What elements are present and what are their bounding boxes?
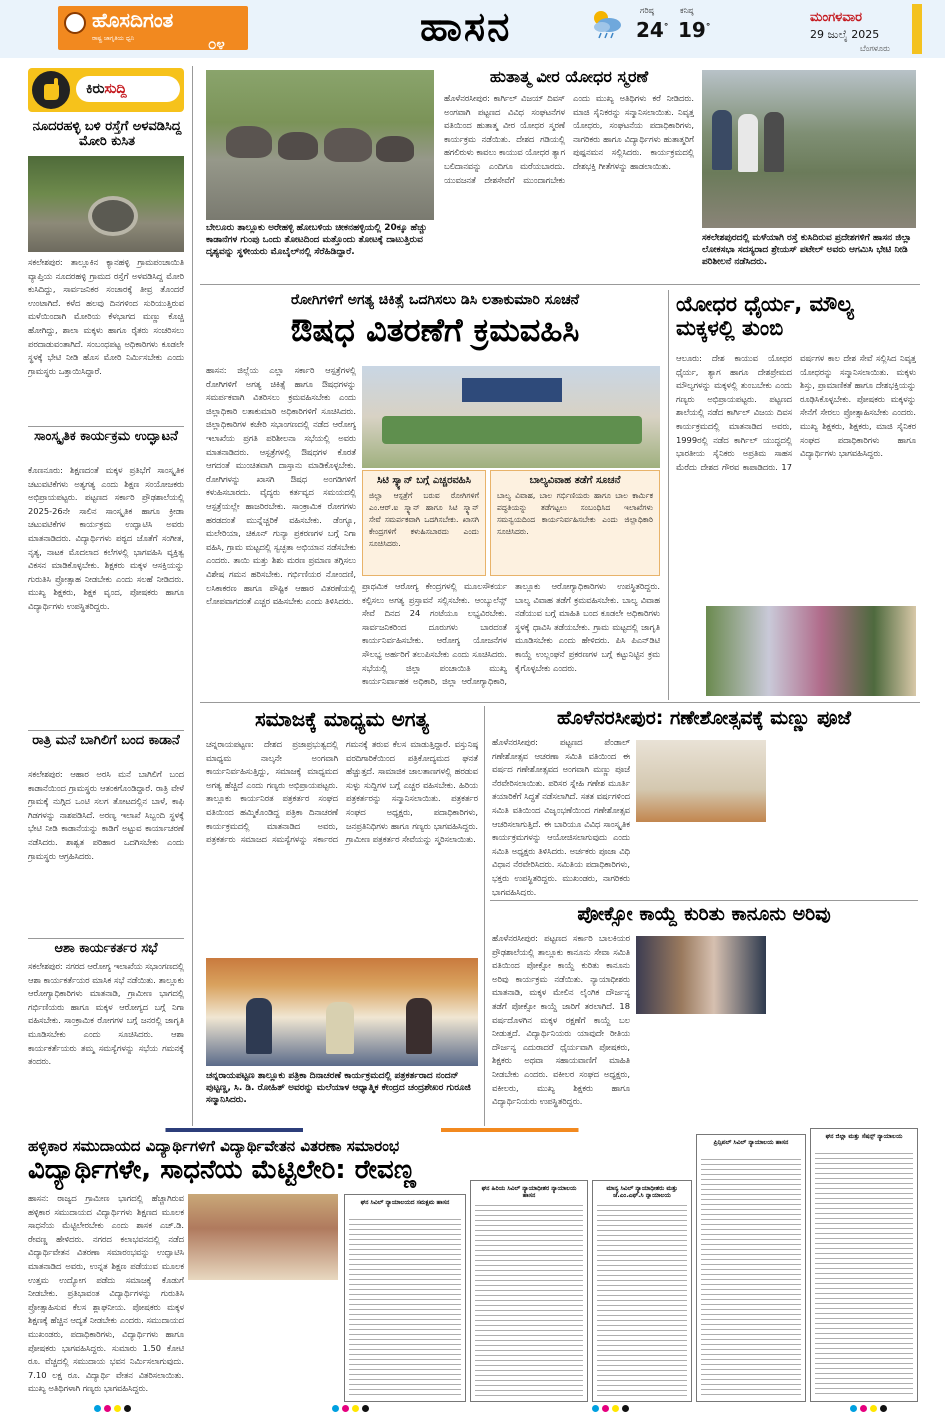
asha-body: ಸಕಲೇಶಪುರ: ನಗರದ ಆರೋಗ್ಯ ಇಲಾಖೆಯ ಸಭಾಂಗಣದಲ್ಲಿ ಆಶಾ ಕಾರ್ಯಕರ್ತೆಯರ ಮಾಸಿಕ ಸಭೆ ನಡೆಯಿತು. ತಾಲ್ಲೂಕು ಆರೋಗ್ಯಾಧಿಕಾರಿಗಳು ಮಾತನಾಡಿ, ಗ್ರಾಮೀಣ ಭಾಗದಲ್ಲಿ ಗರ್ಭಿಣಿಯರು ಹಾಗೂ ಮಕ್ಕಳ ಆರೋಗ್ಯದ ಬಗ್ಗೆ ನಿಗಾ ವಹಿಸಬೇಕು. ಸಾಂಕ್ರಾಮಿಕ ರೋಗಗಳ ಬಗ್ಗೆ ಜನರಲ್ಲಿ ಜಾಗೃತಿ ಮೂಡಿಸಬೇಕು ಎಂದು ಸೂಚಿಸಿದರು. ಆಶಾ ಕಾರ್ಯಕರ್ತೆಯರು ತಮ್ಮ ಸಮಸ್ಯೆಗಳನ್ನು ಸಭೆಯ ಗಮನಕ್ಕೆ ತಂದರು. xyxy=(28,961,184,1067)
registration-marks xyxy=(332,1405,369,1412)
pocso-body-right xyxy=(772,932,916,1124)
date-day: ಮಂಗಳವಾರ xyxy=(810,10,863,25)
divider xyxy=(200,284,920,285)
column-rule xyxy=(484,706,485,1126)
yodhara-body: ಆಲೂರು: ದೇಶ ಕಾಯುವ ಯೋಧರ ಧೈರ್ಯ, ತ್ಯಾಗ ಹಾಗೂ ದೇಶಪ್ರೇಮದ ಮೌಲ್ಯಗಳನ್ನು ಮಕ್ಕಳಲ್ಲಿ ತುಂಬಬೇಕು ಎಂದು ಗಣ್ಯರು ಅಭಿಪ್ರಾಯಪಟ್ಟರು. ಪಟ್ಟಣದ ಶಾಲೆಯಲ್ಲಿ ನಡೆದ ಕಾರ್ಗಿಲ್ ವಿಜಯ ದಿವಸ ಕಾರ್ಯಕ್ರಮದಲ್ಲಿ ಮಾತನಾಡಿದ ಅವರು, 1999ರಲ್ಲಿ ನಡೆದ ಕಾರ್ಗಿಲ್ ಯುದ್ಧದಲ್ಲಿ ಭಾರತೀಯ ಸೈನಿಕರು ಅಪ್ರತಿಮ ಸಾಹಸ ಮೆರೆದು ದೇಶದ ಗೌರವ ಕಾಪಾಡಿದರು. 17 ವರ್ಷಗಳ ಕಾಲ ದೇಶ ಸೇವೆ ಸಲ್ಲಿಸಿದ ನಿವೃತ್ತ ಯೋಧರನ್ನು ಸನ್ಮಾನಿಸಲಾಯಿತು. ಮಕ್ಕಳು ಶಿಸ್ತು, ಪ್ರಾಮಾಣಿಕತೆ ಹಾಗೂ ದೇಶಭಕ್ತಿಯನ್ನು ರೂಢಿಸಿಕೊಳ್ಳಬೇಕು. ಪೋಷಕರು ಮಕ್ಕಳನ್ನು ಸೇನೆಗೆ ಸೇರಲು ಪ್ರೋತ್ಸಾಹಿಸಬೇಕು ಎಂದರು. ಮುಖ್ಯ ಶಿಕ್ಷಕರು, ಶಿಕ್ಷಕರು, ಮಾಜಿ ಸೈನಿಕರ ಸಂಘದ ಪದಾಧಿಕಾರಿಗಳು ಹಾಗೂ ವಿದ್ಯಾರ್ಥಿಗಳು ಭಾಗವಹಿಸಿದ್ದರು. xyxy=(676,353,916,472)
elephant-caption: ಬೇಲೂರು ತಾಲ್ಲೂಕು ಅರೇಹಳ್ಳಿ ಹೋಬಳಿಯ ಚೀಕನಹಳ್ಳಿಯಲ್ಲಿ 20ಕ್ಕೂ ಹೆಚ್ಚು ಕಾಡಾನೆಗಳ ಗುಂಪು ಒಂದು ತೋಟದಿಂದ ಮತ್ತೊಂದು ತೋಟಕ್ಕೆ ದಾಟುತ್ತಿರುವ ದೃಶ್ಯವನ್ನು ಸ್ಥಳೀಯರು ಮೊಬೈಲ್‌ನಲ್ಲಿ ಸೆರೆಹಿಡಿದ್ದಾರೆ. xyxy=(206,223,428,257)
pocso-headline: ಪೋಕ್ಸೋ ಕಾಯ್ದೆ ಕುರಿತು ಕಾನೂನು ಅರಿವು xyxy=(577,903,831,925)
samskritika-headline: ಸಾಂಸ್ಕೃತಿಕ ಕಾರ್ಯಕ್ರಮ ಉದ್ಘಾಟನೆ xyxy=(34,429,178,444)
kalla-headline: ರಾತ್ರಿ ಮನೆ ಬಾಗಿಲಿಗೆ ಬಂದ ಕಾಡಾನೆ xyxy=(32,733,180,748)
balyavivaha-body: ಬಾಲ್ಯ ವಿವಾಹ, ಬಾಲ ಗರ್ಭಿಣಿಯರು ಹಾಗೂ ಬಾಲ ಕಾರ್ಮಿಕ ಪದ್ಧತಿಯನ್ನು ತಡೆಗಟ್ಟಲು ಸಂಬಂಧಿಸಿದ ಇಲಾಖೆಗಳು ಸಮನ್ವಯದಿಂದ ಕಾರ್ಯನಿರ್ವಹಿಸಬೇಕು ಎಂದು ಜಿಲ್ಲಾಧಿಕಾರಿ ಸೂಚಿಸಿದರು. xyxy=(497,491,653,536)
ctscan-body: ಜಿಲ್ಲಾ ಆಸ್ಪತ್ರೆಗೆ ಬರುವ ರೋಗಿಗಳಿಗೆ ಎಂ.ಆರ್.ಐ ಸ್ಕ್ಯಾನ್ ಹಾಗೂ ಸಿಟಿ ಸ್ಕ್ಯಾನ್ ಸೇವೆ ಸಮರ್ಪಕವಾಗಿ ಒದಗಿಸಬೇಕು. ಖಾಸಗಿ ಕೇಂದ್ರಗಳಿಗೆ ಕಳುಹಿಸಬಾರದು ಎಂದು ಸೂಚಿಸಿದರು. xyxy=(369,491,479,548)
temp-max-label: ಗರಿಷ್ಠ xyxy=(640,6,654,15)
legal-notice-5: ಘನ ಜಿಲ್ಲಾ ಮತ್ತು ಸೆಷನ್ಸ್ ನ್ಯಾಯಾಲಯ xyxy=(810,1128,918,1402)
scholarship-event-photo xyxy=(188,1194,338,1280)
asha-headline: ಆಶಾ ಕಾರ್ಯಕರ್ತರ ಸಭೆ xyxy=(54,941,158,956)
vidyarthi-kicker: ಹಳ್ಳಿಕಾರ ಸಮುದಾಯದ ವಿದ್ಯಾರ್ಥಿಗಳಿಗೆ ವಿದ್ಯಾರ್ಥಿವೇತನ ವಿತರಣಾ ಸಮಾರಂಭ xyxy=(28,1137,400,1155)
legal-notice-2: ಘನ ಹಿರಿಯ ಸಿವಿಲ್ ನ್ಯಾಯಾಧೀಶರ ನ್ಯಾಯಾಲಯ ಹಾಸನ xyxy=(470,1180,588,1402)
edition-city: ಬೆಂಗಳೂರು xyxy=(860,44,890,53)
balyavivaha-box xyxy=(490,470,660,576)
samaja-headline: ಸಮಾಜಕ್ಕೆ ಮಾಧ್ಯಮ ಅಗತ್ಯ xyxy=(255,707,429,731)
section-bar xyxy=(28,1128,716,1132)
kirusuddi-banner xyxy=(28,68,184,112)
divider xyxy=(200,702,920,703)
aushadha-body-left: ಹಾಸನ: ಜಿಲ್ಲೆಯ ಎಲ್ಲಾ ಸರ್ಕಾರಿ ಆಸ್ಪತ್ರೆಗಳಲ್ಲಿ ರೋಗಿಗಳಿಗೆ ಅಗತ್ಯ ಚಿಕಿತ್ಸೆ ಹಾಗೂ ಔಷಧಗಳನ್ನು ಸಮರ್ಪಕವಾಗಿ ವಿತರಿಸಲು ಕ್ರಮವಹಿಸಬೇಕು ಎಂದು ಜಿಲ್ಲಾಧಿಕಾರಿ ಲತಾಕುಮಾರಿ ಅಧಿಕಾರಿಗಳಿಗೆ ಸೂಚಿಸಿದರು. ಜಿಲ್ಲಾಧಿಕಾರಿಗಳ ಕಚೇರಿ ಸಭಾಂಗಣದಲ್ಲಿ ನಡೆದ ಆರೋಗ್ಯ ಇಲಾಖೆಯ ಪ್ರಗತಿ ಪರಿಶೀಲನಾ ಸಭೆಯಲ್ಲಿ ಅವರು ಮಾತನಾಡಿದರು. ಆಸ್ಪತ್ರೆಗಳಲ್ಲಿ ಔಷಧಗಳ ಕೊರತೆ ಆಗದಂತೆ ಮುಂಚಿತವಾಗಿ ದಾಸ್ತಾನು ಮಾಡಿಕೊಳ್ಳಬೇಕು. ರೋಗಿಗಳನ್ನು ಖಾಸಗಿ ಔಷಧ ಅಂಗಡಿಗಳಿಗೆ ಕಳುಹಿಸಬಾರದು. ವೈದ್ಯರು ಕರ್ತವ್ಯದ ಸಮಯದಲ್ಲಿ ಆಸ್ಪತ್ರೆಯಲ್ಲೇ ಹಾಜರಿರಬೇಕು. ಸಾಂಕ್ರಾಮಿಕ ರೋಗಗಳು ಹರಡದಂತೆ ಮುನ್ನೆಚ್ಚರಿಕೆ ವಹಿಸಬೇಕು. ಡೆಂಗ್ಯೂ, ಮಲೇರಿಯಾ, ಚಿಕೂನ್ ಗುನ್ಯಾ ಪ್ರಕರಣಗಳ ಬಗ್ಗೆ ನಿಗಾ ವಹಿಸಿ, ಗ್ರಾಮ ಮಟ್ಟದಲ್ಲಿ ಸ್ವಚ್ಛತಾ ಅಭಿಯಾನ ನಡೆಸಬೇಕು ಎಂದರು. ತಾಯಿ ಮತ್ತು ಶಿಶು ಮರಣ ಪ್ರಮಾಣ ತಗ್ಗಿಸಲು ವಿಶೇಷ ಗಮನ ಹರಿಸಬೇಕು. ಗರ್ಭಿಣಿಯರ ನೋಂದಣಿ, ಲಸಿಕಾಕರಣ ಹಾಗೂ ಪೌಷ್ಟಿಕ ಆಹಾರ ವಿತರಣೆಯಲ್ಲಿ ಲೋಪವಾಗದಂತೆ ಎಚ್ಚರ ವಹಿಸಬೇಕು ಎಂದು ತಿಳಿಸಿದರು. xyxy=(206,365,356,607)
divider xyxy=(490,900,918,901)
column-rule xyxy=(192,66,193,1126)
registration-marks xyxy=(94,1405,131,1412)
registration-marks xyxy=(592,1405,629,1412)
legal-notice-4: ಪ್ರಿನ್ಸಿಪಲ್ ಸಿವಿಲ್ ನ್ಯಾಯಾಲಯ ಹಾಸನ xyxy=(696,1134,806,1402)
hand-icon xyxy=(32,71,70,109)
kalla-body: ಸಕಲೇಶಪುರ: ಆಹಾರ ಅರಸಿ ಮನೆ ಬಾಗಿಲಿಗೆ ಬಂದ ಕಾಡಾನೆಯಿಂದ ಗ್ರಾಮಸ್ಥರು ಆತಂಕಗೊಂಡಿದ್ದಾರೆ. ರಾತ್ರಿ ವೇಳೆ ಗ್ರಾಮಕ್ಕೆ ನುಗ್ಗಿದ ಒಂಟಿ ಸಲಗ ತೋಟದಲ್ಲಿನ ಬಾಳೆ, ಕಾಫಿ ಗಿಡಗಳನ್ನು ನಾಶಪಡಿಸಿದೆ. ಅರಣ್ಯ ಇಲಾಖೆ ಸಿಬ್ಬಂದಿ ಸ್ಥಳಕ್ಕೆ ಭೇಟಿ ನೀಡಿ ಕಾಡಾನೆಯನ್ನು ಕಾಡಿಗೆ ಅಟ್ಟುವ ಕಾರ್ಯಾಚರಣೆ ನಡೆಸಿದರು. ಶಾಶ್ವತ ಪರಿಹಾರ ಒದಗಿಸಬೇಕು ಎಂದು ಗ್ರಾಮಸ್ಥರು ಆಗ್ರಹಿಸಿದರು. xyxy=(28,769,184,861)
ganesha-puja-photo xyxy=(636,740,766,822)
ganesha-body-cont xyxy=(636,826,766,896)
aushadha-kicker: ರೋಗಿಗಳಿಗೆ ಅಗತ್ಯ ಚಿಕಿತ್ಸೆ ಒದಗಿಸಲು ಡಿಸಿ ಲತಾಕುಮಾರಿ ಸೂಚನೆ xyxy=(290,292,580,308)
pocso-body: ಹೊಳೆನರಸೀಪುರ: ಪಟ್ಟಣದ ಸರ್ಕಾರಿ ಬಾಲಕಿಯರ ಪ್ರೌಢಶಾಲೆಯಲ್ಲಿ ತಾಲ್ಲೂಕು ಕಾನೂನು ಸೇವಾ ಸಮಿತಿ ವತಿಯಿಂದ ಪೋಕ್ಸೋ ಕಾಯ್ದೆ ಕುರಿತು ಕಾನೂನು ಅರಿವು ಕಾರ್ಯಕ್ರಮ ನಡೆಯಿತು. ನ್ಯಾಯಾಧೀಶರು ಮಾತನಾಡಿ, ಮಕ್ಕಳ ಮೇಲಿನ ಲೈಂಗಿಕ ದೌರ್ಜನ್ಯ ತಡೆಗೆ ಪೋಕ್ಸೋ ಕಾಯ್ದೆ ಜಾರಿಗೆ ತರಲಾಗಿದೆ. 18 ವರ್ಷದೊಳಗಿನ ಮಕ್ಕಳ ರಕ್ಷಣೆಗೆ ಕಾಯ್ದೆ ಬಲ ನೀಡುತ್ತದೆ. ವಿದ್ಯಾರ್ಥಿನಿಯರು ಯಾವುದೇ ರೀತಿಯ ದೌರ್ಜನ್ಯ ಎದುರಾದರೆ ಧೈರ್ಯವಾಗಿ ಪೋಷಕರು, ಶಿಕ್ಷಕರು ಅಥವಾ ಸಹಾಯವಾಣಿಗೆ ಮಾಹಿತಿ ನೀಡಬೇಕು ಎಂದರು. ವಕೀಲರ ಸಂಘದ ಅಧ್ಯಕ್ಷರು, ವಕೀಲರು, ಮುಖ್ಯ ಶಿಕ್ಷಕರು ಹಾಗೂ ವಿದ್ಯಾರ್ಥಿನಿಯರು ಉಪಸ್ಥಿತರಿದ್ದರು. xyxy=(492,933,630,1107)
legal-notice-1: ಘನ ಸಿವಿಲ್ ನ್ಯಾಯಾಲಯದ ಸಮಕ್ಷಮ ಹಾಸನ xyxy=(344,1194,466,1402)
divider xyxy=(28,938,184,939)
road-inspection-photo xyxy=(702,70,916,228)
aushadha-body-right: ಪ್ರಾಥಮಿಕ ಆರೋಗ್ಯ ಕೇಂದ್ರಗಳಲ್ಲಿ ಮೂಲಸೌಕರ್ಯ ಕಲ್ಪಿಸಲು ಅಗತ್ಯ ಪ್ರಸ್ತಾವನೆ ಸಲ್ಲಿಸಬೇಕು. ಆಂಬ್ಯುಲೆನ್ಸ್ ಸೇವೆ ದಿನದ 24 ಗಂಟೆಯೂ ಲಭ್ಯವಿರಬೇಕು. ಸಾರ್ವಜನಿಕರಿಂದ ದೂರುಗಳು ಬಾರದಂತೆ ಕಾರ್ಯನಿರ್ವಹಿಸಬೇಕು. ಆರೋಗ್ಯ ಯೋಜನೆಗಳ ಸೌಲಭ್ಯ ಅರ್ಹರಿಗೆ ತಲುಪಿಸಬೇಕು ಎಂದು ಸೂಚಿಸಿದರು. ಸಭೆಯಲ್ಲಿ ಜಿಲ್ಲಾ ಪಂಚಾಯಿತಿ ಮುಖ್ಯ ಕಾರ್ಯನಿರ್ವಾಹಕ ಅಧಿಕಾರಿ, ಜಿಲ್ಲಾ ಆರೋಗ್ಯಾಧಿಕಾರಿ, ತಾಲ್ಲೂಕು ಆರೋಗ್ಯಾಧಿಕಾರಿಗಳು ಉಪಸ್ಥಿತರಿದ್ದರು. ಬಾಲ್ಯ ವಿವಾಹ ತಡೆಗೆ ಕ್ರಮವಹಿಸಬೇಕು. ಬಾಲ್ಯ ವಿವಾಹ ನಡೆಯುವ ಬಗ್ಗೆ ಮಾಹಿತಿ ಬಂದ ಕೂಡಲೇ ಅಧಿಕಾರಿಗಳು ಸ್ಥಳಕ್ಕೆ ಧಾವಿಸಿ ತಡೆಯಬೇಕು. ಗ್ರಾಮ ಮಟ್ಟದಲ್ಲಿ ಜಾಗೃತಿ ಮೂಡಿಸಬೇಕು ಎಂದು ಹೇಳಿದರು. ಪಿಸಿ ಪಿಎನ್‌ಡಿಟಿ ಕಾಯ್ದೆ ಉಲ್ಲಂಘನೆ ಪ್ರಕರಣಗಳ ಬಗ್ಗೆ ಕಟ್ಟುನಿಟ್ಟಿನ ಕ್ರಮ ಕೈಗೊಳ್ಳಬೇಕು ಎಂದರು. xyxy=(362,581,660,687)
temp-max: 24° xyxy=(636,18,669,42)
logo-text: ಹೊಸದಿಗಂತ xyxy=(92,8,174,32)
temp-min: 19° xyxy=(678,18,711,42)
vidyarthi-body: ಹಾಸನ: ರಾಜ್ಯದ ಗ್ರಾಮೀಣ ಭಾಗದಲ್ಲಿ ಹೆಚ್ಚಾಗಿರುವ ಹಳ್ಳಿಕಾರ ಸಮುದಾಯದ ವಿದ್ಯಾರ್ಥಿಗಳು ಶಿಕ್ಷಣದ ಮೂಲಕ ಸಾಧನೆಯ ಮೆಟ್ಟಿಲೇರಬೇಕು ಎಂದು ಶಾಸಕ ಎಚ್.ಡಿ. ರೇವಣ್ಣ ಹೇಳಿದರು. ನಗರದ ಕಲಾಭವನದಲ್ಲಿ ನಡೆದ ವಿದ್ಯಾರ್ಥಿವೇತನ ವಿತರಣಾ ಸಮಾರಂಭವನ್ನು ಉದ್ಘಾಟಿಸಿ ಮಾತನಾಡಿದ ಅವರು, ಉನ್ನತ ಶಿಕ್ಷಣ ಪಡೆಯುವ ಮೂಲಕ ಉತ್ತಮ ಉದ್ಯೋಗ ಪಡೆದು ಸಮಾಜಕ್ಕೆ ಕೊಡುಗೆ ನೀಡಬೇಕು. ಪ್ರತಿಭಾವಂತ ವಿದ್ಯಾರ್ಥಿಗಳನ್ನು ಗುರುತಿಸಿ ಪ್ರೋತ್ಸಾಹಿಸುವ ಕೆಲಸ ಶ್ಲಾಘನೀಯ. ಪೋಷಕರು ಮಕ್ಕಳ ಶಿಕ್ಷಣಕ್ಕೆ ಹೆಚ್ಚಿನ ಆದ್ಯತೆ ನೀಡಬೇಕು ಎಂದರು. ಸಮುದಾಯದ ಮುಖಂಡರು, ಪದಾಧಿಕಾರಿಗಳು, ವಿದ್ಯಾರ್ಥಿಗಳು ಹಾಗೂ ಪೋಷಕರು ಭಾಗವಹಿಸಿದ್ದರು. ಸುಮಾರು 1.50 ಕೋಟಿ ರೂ. ವೆಚ್ಚದಲ್ಲಿ ಸಮುದಾಯ ಭವನ ನಿರ್ಮಿಸಲಾಗುವುದು. 7.10 ಲಕ್ಷ ರೂ. ವಿದ್ಯಾರ್ಥಿ ವೇತನ ವಿತರಿಸಲಾಯಿತು. ಮುಖ್ಯ ಅತಿಥಿಗಳಾಗಿ ಗಣ್ಯರು ಭಾಗವಹಿಸಿದ್ದರು. xyxy=(28,1193,184,1394)
samskritika-body: ಕೊಣನೂರು: ಶಿಕ್ಷಣದಂತೆ ಮಕ್ಕಳ ಪ್ರತಿಭೆಗೆ ಸಾಂಸ್ಕೃತಿಕ ಚಟುವಟಿಕೆಗಳು ಅತ್ಯಗತ್ಯ ಎಂದು ಶಿಕ್ಷಣ ಸಂಯೋಜಕರು ಅಭಿಪ್ರಾಯಪಟ್ಟರು. ಪಟ್ಟಣದ ಸರ್ಕಾರಿ ಪ್ರೌಢಶಾಲೆಯಲ್ಲಿ 2025-26ನೇ ಸಾಲಿನ ಸಾಂಸ್ಕೃತಿಕ ಹಾಗೂ ಕ್ರೀಡಾ ಚಟುವಟಿಕೆಗಳ ಕಾರ್ಯಕ್ರಮ ಉದ್ಘಾಟಿಸಿ ಅವರು ಮಾತನಾಡಿದರು. ವಿದ್ಯಾರ್ಥಿಗಳು ಪಠ್ಯದ ಜೊತೆಗೆ ಸಂಗೀತ, ನೃತ್ಯ, ನಾಟಕ ಮೊದಲಾದ ಕಲೆಗಳಲ್ಲಿ ಭಾಗವಹಿಸಿ ವ್ಯಕ್ತಿತ್ವ ವಿಕಸನ ಮಾಡಿಕೊಳ್ಳಬೇಕು. ಶಿಕ್ಷಕರು ಮಕ್ಕಳ ಆಸಕ್ತಿಯನ್ನು ಗುರುತಿಸಿ ಪ್ರೋತ್ಸಾಹ ನೀಡಬೇಕು ಎಂದು ಸಲಹೆ ನೀಡಿದರು. ಮುಖ್ಯ ಶಿಕ್ಷಕರು, ಶಿಕ್ಷಕ ವೃಂದ, ಪೋಷಕರು ಹಾಗೂ ವಿದ್ಯಾರ್ಥಿಗಳು ಉಪಸ್ಥಿತರಿದ್ದರು. xyxy=(28,465,184,611)
press-day-photo xyxy=(206,958,478,1066)
newspaper-logo xyxy=(58,6,248,53)
collapsed-culvert-photo xyxy=(28,156,184,252)
press-day-caption: ಚನ್ನರಾಯಪಟ್ಟಣ ತಾಲ್ಲೂಕು ಪತ್ರಿಕಾ ದಿನಾಚರಣೆ ಕಾರ್ಯಕ್ರಮದಲ್ಲಿ ಪತ್ರಕರ್ತರಾದ ನಂದನ್ ಪುಟ್ಟಣ್ಣ, ಸಿ. ಡಿ. ರೋಹಿತ್ ಅವರನ್ನು ಮಲೆಯಾಳ ಆಧ್ಯಾತ್ಮಿಕ ಕೇಂದ್ರದ ಚಂದ್ರಶೇಖರ ಗುರೂಜಿ ಸನ್ಮಾನಿಸಿದರು. xyxy=(206,1071,471,1105)
hutatma-body: ಹೊಳೆನರಸೀಪುರ: ಕಾರ್ಗಿಲ್ ವಿಜಯ್ ದಿವಸ್ ಅಂಗವಾಗಿ ಪಟ್ಟಣದ ವಿವಿಧ ಸಂಘಟನೆಗಳ ವತಿಯಿಂದ ಹುತಾತ್ಮ ವೀರ ಯೋಧರ ಸ್ಮರಣೆ ಕಾರ್ಯಕ್ರಮ ನಡೆಯಿತು. ದೇಶದ ಗಡಿಯಲ್ಲಿ ಹಗಲಿರುಳು ಕಾವಲು ಕಾಯುವ ಯೋಧರ ತ್ಯಾಗ ಬಲಿದಾನವನ್ನು ಎಂದಿಗೂ ಮರೆಯಬಾರದು. ಯುವಜನತೆ ದೇಶಸೇವೆಗೆ ಮುಂದಾಗಬೇಕು ಎಂದು ಮುಖ್ಯ ಅತಿಥಿಗಳು ಕರೆ ನೀಡಿದರು. ಮಾಜಿ ಸೈನಿಕರನ್ನು ಸನ್ಮಾನಿಸಲಾಯಿತು. ನಿವೃತ್ತ ಯೋಧರು, ಸಂಘಟನೆಯ ಪದಾಧಿಕಾರಿಗಳು, ನಾಗರಿಕರು ಹಾಗೂ ವಿದ್ಯಾರ್ಥಿಗಳು ಹುತಾತ್ಮರಿಗೆ ಪುಷ್ಪನಮನ ಸಲ್ಲಿಸಿದರು. ಕಾರ್ಯಕ್ರಮದಲ್ಲಿ ದೇಶಭಕ್ತಿ ಗೀತೆಗಳನ್ನು ಹಾಡಲಾಯಿತು. xyxy=(444,93,694,185)
ganesha-headline: ಹೊಳೆನರಸೀಪುರ: ಗಣೇಶೋತ್ಸವಕ್ಕೆ ಮಣ್ಣು ಪೂಜೆ xyxy=(556,707,852,729)
morie-headline: ನೂದರಹಳ್ಳಿ ಬಳಿ ರಸ್ತೆಗೆ ಅಳವಡಿಸಿದ್ದ ಮೋರಿ ಕುಸಿತ xyxy=(32,119,182,149)
elephant-herd-photo xyxy=(206,70,434,220)
page-number: ೦೪ xyxy=(208,35,225,53)
aushadha-headline: ಔಷಧ ವಿತರಣೆಗೆ ಕ್ರಮವಹಿಸಿ xyxy=(290,311,580,349)
registration-marks xyxy=(850,1405,887,1412)
kirusuddi-label: ಕಿರುಸುದ್ದಿ xyxy=(76,76,180,102)
road-inspection-caption: ಸಕಲೇಶಪುರದಲ್ಲಿ ಮಳೆಯಾಗಿ ರಸ್ತೆ ಕುಸಿದಿರುವ ಪ್ರದೇಶಗಳಿಗೆ ಹಾಸನ ಜಿಲ್ಲಾ ಲೋಕಸಭಾ ಸದಸ್ಯರಾದ ಶ್ರೇಯಸ್ ಪಟೇಲ್ ಅವರು ಆಗಮಿಸಿ ಭೇಟಿ ನೀಡಿ ಪರಿಶೀಲನೆ ನಡೆಸಿದರು. xyxy=(702,233,912,267)
partly-cloudy-rain-icon xyxy=(588,8,624,40)
soldiers-felicitation-photo xyxy=(706,606,916,696)
balyavivaha-title: ಬಾಲ್ಯವಿವಾಹ ತಡೆಗೆ ಸೂಚನೆ xyxy=(529,475,621,486)
ctscan-box xyxy=(362,470,486,576)
masthead xyxy=(0,0,945,58)
column-rule xyxy=(668,290,669,700)
logo-tagline: ರಾಷ್ಟ್ರ ಜಾಗೃತಿಯ ಧ್ವನಿ xyxy=(92,35,135,42)
vidyarthi-headline: ವಿದ್ಯಾರ್ಥಿಗಳೇ, ಸಾಧನೆಯ ಮೆಟ್ಟಿಲೇರಿ: ರೇವಣ್ಣ xyxy=(28,1155,416,1185)
dc-meeting-photo xyxy=(362,366,660,468)
legal-notice-3: ಮಾನ್ಯ ಸಿವಿಲ್ ನ್ಯಾಯಾಧೀಶರು ಮತ್ತು ಜೆ.ಎಂ.ಎಫ್.ಸಿ ನ್ಯಾಯಾಲಯ xyxy=(592,1180,692,1402)
divider xyxy=(28,730,184,731)
city-title: ಹಾಸನ xyxy=(420,4,512,50)
color-strip xyxy=(912,4,922,54)
hutatma-headline: ಹುತಾತ್ಮ ವೀರ ಯೋಧರ ಸ್ಮರಣೆ xyxy=(489,67,649,86)
ganesha-body: ಹೊಳೆನರಸೀಪುರ: ಪಟ್ಟಣದ ಪೆಂಡಾಲ್ ಗಣೇಶೋತ್ಸವ ಆಚರಣಾ ಸಮಿತಿ ವತಿಯಿಂದ ಈ ವರ್ಷದ ಗಣೇಶೋತ್ಸವದ ಅಂಗವಾಗಿ ಮಣ್ಣು ಪೂಜೆ ನೆರವೇರಿಸಲಾಯಿತು. ಪರಿಸರ ಸ್ನೇಹಿ ಗಣೇಶ ಮೂರ್ತಿ ತಯಾರಿಕೆಗೆ ಸಿದ್ಧತೆ ನಡೆಸಲಾಗಿದೆ. ಸತತ ವರ್ಷಗಳಿಂದ ಸಮಿತಿ ವತಿಯಿಂದ ವಿಜೃಂಭಣೆಯಿಂದ ಗಣೇಶೋತ್ಸವ ಆಚರಿಸಲಾಗುತ್ತಿದೆ. ಈ ಬಾರಿಯೂ ವಿವಿಧ ಸಾಂಸ್ಕೃತಿಕ ಕಾರ್ಯಕ್ರಮಗಳನ್ನು ಆಯೋಜಿಸಲಾಗುವುದು ಎಂದು ಸಮಿತಿ ಅಧ್ಯಕ್ಷರು ತಿಳಿಸಿದರು. ಅರ್ಚಕರು ಪೂಜಾ ವಿಧಿ ವಿಧಾನ ನೆರವೇರಿಸಿದರು. ಸಮಿತಿಯ ಪದಾಧಿಕಾರಿಗಳು, ಭಕ್ತರು ಉಪಸ್ಥಿತರಿದ್ದರು. ಮುಖಂಡರು, ನಾಗರಿಕರು ಭಾಗವಹಿಸಿದ್ದರು. xyxy=(492,737,630,896)
samaja-body: ಚನ್ನರಾಯಪಟ್ಟಣ: ದೇಶದ ಪ್ರಜಾಪ್ರಭುತ್ವದಲ್ಲಿ ಮಾಧ್ಯಮ ನಾಲ್ಕನೇ ಅಂಗವಾಗಿ ಕಾರ್ಯನಿರ್ವಹಿಸುತ್ತಿದ್ದು, ಸಮಾಜಕ್ಕೆ ಮಾಧ್ಯಮದ ಅಗತ್ಯ ಹೆಚ್ಚಿದೆ ಎಂದು ಗಣ್ಯರು ಅಭಿಪ್ರಾಯಪಟ್ಟರು. ತಾಲ್ಲೂಕು ಕಾರ್ಯನಿರತ ಪತ್ರಕರ್ತರ ಸಂಘದ ವತಿಯಿಂದ ಹಮ್ಮಿಕೊಂಡಿದ್ದ ಪತ್ರಿಕಾ ದಿನಾಚರಣೆ ಕಾರ್ಯಕ್ರಮದಲ್ಲಿ ಮಾತನಾಡಿದ ಅವರು, ಪತ್ರಕರ್ತರು ಸಮಾಜದ ಸಮಸ್ಯೆಗಳನ್ನು ಸರ್ಕಾರದ ಗಮನಕ್ಕೆ ತರುವ ಕೆಲಸ ಮಾಡುತ್ತಿದ್ದಾರೆ. ವಸ್ತುನಿಷ್ಠ ವರದಿಗಾರಿಕೆಯಿಂದ ಪತ್ರಿಕೋದ್ಯಮದ ಘನತೆ ಹೆಚ್ಚುತ್ತದೆ. ಸಾಮಾಜಿಕ ಜಾಲತಾಣಗಳಲ್ಲಿ ಹರಡುವ ಸುಳ್ಳು ಸುದ್ದಿಗಳ ಬಗ್ಗೆ ಎಚ್ಚರ ವಹಿಸಬೇಕು. ಹಿರಿಯ ಪತ್ರಕರ್ತರನ್ನು ಸನ್ಮಾನಿಸಲಾಯಿತು. ಪತ್ರಕರ್ತರ ಸಂಘದ ಅಧ್ಯಕ್ಷರು, ಪದಾಧಿಕಾರಿಗಳು, ಜನಪ್ರತಿನಿಧಿಗಳು ಹಾಗೂ ಗಣ್ಯರು ಭಾಗವಹಿಸಿದ್ದರು. ಗ್ರಾಮೀಣ ಪತ್ರಕರ್ತರ ಸೇವೆಯನ್ನು ಸ್ಮರಿಸಲಾಯಿತು. xyxy=(206,739,478,845)
sun-emblem-icon xyxy=(64,12,86,34)
vidyarthi-body-cont xyxy=(188,1284,338,1402)
ganesha-body-right xyxy=(772,736,916,896)
morie-body: ಸಕಲೇಶಪುರ: ತಾಲ್ಲೂಕಿನ ಕ್ಯಾನಹಳ್ಳಿ ಗ್ರಾಮಪಂಚಾಯಿತಿ ವ್ಯಾಪ್ತಿಯ ನೂದರಹಳ್ಳಿ ಗ್ರಾಮದ ರಸ್ತೆಗೆ ಅಳವಡಿಸಿದ್ದ ಮೋರಿ ಕುಸಿದಿದ್ದು, ಸಾರ್ವಜನಿಕರ ಸಂಚಾರಕ್ಕೆ ತೀವ್ರ ತೊಂದರೆ ಉಂಟಾಗಿದೆ. ಕಳೆದ ಹಲವು ದಿನಗಳಿಂದ ಸುರಿಯುತ್ತಿರುವ ಮಳೆಯಿಂದಾಗಿ ಮೋರಿಯ ಕೆಳಭಾಗದ ಮಣ್ಣು ಕೊಚ್ಚಿ ಹೋಗಿದ್ದು, ಶಾಲಾ ಮಕ್ಕಳು ಹಾಗೂ ರೈತರು ಸಂಚರಿಸಲು ಪರದಾಡುವಂತಾಗಿದೆ. ಸಂಬಂಧಪಟ್ಟ ಅಧಿಕಾರಿಗಳು ಕೂಡಲೇ ಸ್ಥಳಕ್ಕೆ ಭೇಟಿ ನೀಡಿ ಹೊಸ ಮೋರಿ ನಿರ್ಮಿಸಬೇಕು ಎಂದು ಗ್ರಾಮಸ್ಥರು ಒತ್ತಾಯಿಸಿದ್ದಾರೆ. xyxy=(28,257,184,376)
date-text: 29 ಜುಲೈ 2025 xyxy=(810,28,880,41)
divider xyxy=(28,426,184,427)
pocso-event-photo xyxy=(636,936,766,1014)
temp-min-label: ಕನಿಷ್ಠ xyxy=(680,6,694,15)
yodhara-headline: ಯೋಧರ ಧೈರ್ಯ, ಮೌಲ್ಯ ಮಕ್ಕಳಲ್ಲಿ ತುಂಬಿ xyxy=(676,292,854,341)
ctscan-title: ಸಿಟಿ ಸ್ಕ್ಯಾನ್ ಬಗ್ಗೆ ಎಚ್ಚರವಹಿಸಿ xyxy=(377,475,471,486)
